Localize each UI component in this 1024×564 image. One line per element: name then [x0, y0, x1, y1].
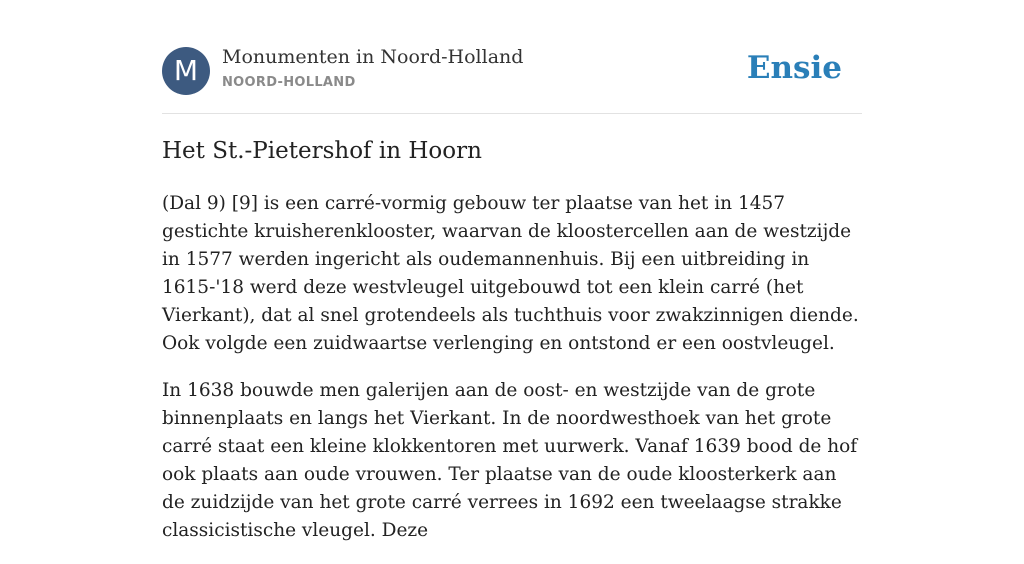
article-title: Het St.-Pietershof in Hoorn [162, 138, 482, 164]
collection-title-link[interactable]: Monumenten in Noord-Holland [222, 46, 524, 68]
paragraph: (Dal 9) [9] is een carré-vormig gebouw ter plaatse van het in 1457 gestichte kruisherenklooster, waarvan de kloostercellen aan de westzijde in 1577 werden ingericht als oudemannenhuis. Bij een uitbreiding in 1615-'18 werd deze westvleugel uitgebouwd tot een klein carré (het Vierkant), dat al snel grotendeels als tuchthuis voor zwakzinnigen diende. Ook volgde een zuidwaartse verlenging en ontstond er een oostvleugel. [162, 193, 859, 354]
collection-subtitle-link[interactable]: NOORD-HOLLAND [222, 75, 356, 90]
ensie-logo[interactable]: Ensie [746, 50, 842, 86]
collection-header [162, 46, 862, 96]
article-body [162, 190, 864, 564]
paragraph: In 1638 bouwde men galerijen aan de oost- en westzijde van de grote binnenplaats en langs het Vierkant. In de noordwesthoek van het grote carré staat een kleine klokkentoren met uurwerk. Vanaf 1639 bood de hof ook plaats aan oude vrouwen. Ter plaatse van de oude kloosterkerk aan de zuidzijde van het grote carré verrees in 1692 een tweelaagse strakke classicistische vleugel. Deze [162, 380, 858, 541]
avatar[interactable]: M [162, 47, 210, 95]
header-divider [162, 113, 862, 114]
